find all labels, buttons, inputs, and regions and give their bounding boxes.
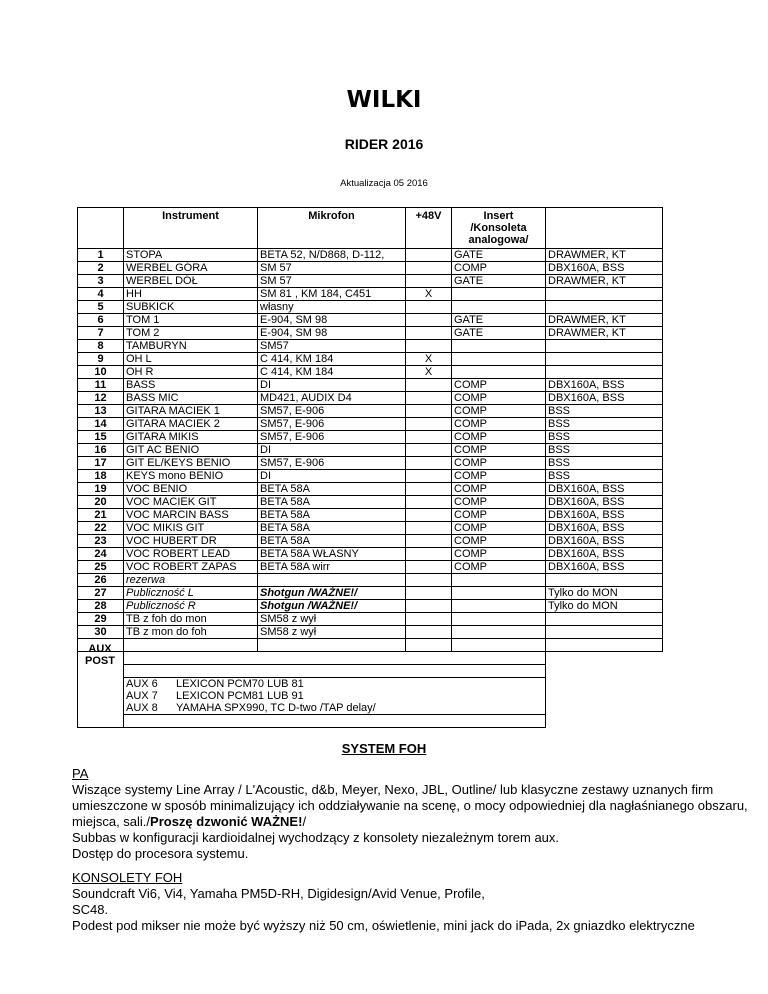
row-number: 24	[78, 548, 124, 561]
row-device	[546, 353, 663, 366]
row-microphone: E-904, SM 98	[258, 314, 406, 327]
table-row	[78, 561, 663, 574]
row-device: DBX160A, BSS	[546, 509, 663, 522]
row-instrument: OH R	[124, 366, 258, 379]
row-microphone: DI	[258, 379, 406, 392]
console-list: Soundcraft Vi6, Vi4, Yamaha PM5D-RH, Digidesign/Avid Venue, Profile,	[72, 886, 485, 901]
row-number: 5	[78, 301, 124, 314]
row-instrument: VOC HUBERT DR	[124, 535, 258, 548]
header-num	[78, 208, 124, 249]
row-instrument: BASS	[124, 379, 258, 392]
row-insert	[452, 288, 546, 301]
row-number: 1	[78, 249, 124, 262]
row-phantom: X	[406, 288, 452, 301]
row-number: 17	[78, 457, 124, 470]
table-row	[78, 392, 663, 405]
table-row	[78, 379, 663, 392]
table-row	[78, 353, 663, 366]
empty-cell	[124, 639, 258, 652]
row-device: DBX160A, BSS	[546, 392, 663, 405]
row-number: 18	[78, 470, 124, 483]
row-device: Tylko do MON	[546, 600, 663, 613]
aux-empty	[124, 665, 546, 678]
row-insert	[452, 366, 546, 379]
row-number: 29	[78, 613, 124, 626]
row-phantom	[406, 444, 452, 457]
row-instrument: OH L	[124, 353, 258, 366]
row-microphone: C 414, KM 184	[258, 353, 406, 366]
table-row	[78, 600, 663, 613]
row-number: 20	[78, 496, 124, 509]
row-device	[546, 366, 663, 379]
table-row	[78, 613, 663, 626]
row-microphone: własny	[258, 301, 406, 314]
document-title: WILKI	[346, 87, 422, 113]
aux-name: AUX 6	[126, 678, 158, 690]
row-instrument: Publiczność R	[124, 600, 258, 613]
aux-empty	[124, 652, 546, 665]
update-date: Aktualizacja 05 2016	[340, 178, 428, 189]
row-microphone: DI	[258, 470, 406, 483]
console-list-2: SC48.	[72, 902, 109, 917]
row-insert: COMP	[452, 405, 546, 418]
row-number: 13	[78, 405, 124, 418]
row-microphone: E-904, SM 98	[258, 327, 406, 340]
row-number: 4	[78, 288, 124, 301]
row-microphone: MD421, AUDIX D4	[258, 392, 406, 405]
row-insert	[452, 587, 546, 600]
row-device: DBX160A, BSS	[546, 379, 663, 392]
row-instrument: TB z mon do foh	[124, 626, 258, 639]
row-phantom	[406, 509, 452, 522]
row-insert: GATE	[452, 249, 546, 262]
row-phantom	[406, 275, 452, 288]
input-list-table	[77, 207, 663, 728]
row-microphone: SM57, E-906	[258, 457, 406, 470]
table-row	[78, 509, 663, 522]
row-insert: COMP	[452, 509, 546, 522]
row-instrument: SUBKICK	[124, 301, 258, 314]
table-row	[78, 301, 663, 314]
row-insert: COMP	[452, 262, 546, 275]
row-device: DBX160A, BSS	[546, 483, 663, 496]
row-insert: COMP	[452, 522, 546, 535]
aux-name: AUX 8	[126, 702, 158, 714]
row-device: DBX160A, BSS	[546, 496, 663, 509]
row-device: DRAWMER, KT	[546, 327, 663, 340]
row-insert	[452, 353, 546, 366]
row-insert	[452, 301, 546, 314]
row-device: BSS	[546, 470, 663, 483]
row-microphone: BETA 58A	[258, 483, 406, 496]
row-insert: COMP	[452, 457, 546, 470]
row-instrument: VOC BENIO	[124, 483, 258, 496]
empty-cell	[546, 639, 663, 652]
table-row	[78, 626, 663, 639]
row-phantom	[406, 314, 452, 327]
row-instrument: KEYS mono BENIO	[124, 470, 258, 483]
row-device	[546, 301, 663, 314]
table-row	[78, 574, 663, 587]
table-row	[78, 639, 663, 652]
row-instrument: Publiczność L	[124, 587, 258, 600]
row-microphone: SM58 z wył	[258, 613, 406, 626]
row-number: 6	[78, 314, 124, 327]
pa-text-end: /	[302, 814, 307, 829]
row-microphone: SM57, E-906	[258, 405, 406, 418]
row-phantom	[406, 574, 452, 587]
row-microphone: SM 81 , KM 184, C451	[258, 288, 406, 301]
row-insert: COMP	[452, 392, 546, 405]
row-number: 25	[78, 561, 124, 574]
row-microphone: BETA 58A WŁASNY	[258, 548, 406, 561]
row-phantom	[406, 613, 452, 626]
row-number: 10	[78, 366, 124, 379]
empty-cell	[452, 639, 546, 652]
row-insert: COMP	[452, 496, 546, 509]
console-section	[72, 870, 752, 934]
row-number: 28	[78, 600, 124, 613]
aux-device: LEXICON PCM70 LUB 81	[176, 678, 304, 690]
row-phantom	[406, 522, 452, 535]
row-phantom	[406, 561, 452, 574]
header-instrument: Instrument	[124, 208, 258, 249]
row-microphone: BETA 58A	[258, 535, 406, 548]
row-number: 26	[78, 574, 124, 587]
row-instrument: GITARA MIKIS	[124, 431, 258, 444]
row-phantom	[406, 535, 452, 548]
row-phantom: X	[406, 353, 452, 366]
aux-name: AUX 7	[126, 690, 158, 702]
row-number: 3	[78, 275, 124, 288]
row-microphone: SM 57	[258, 262, 406, 275]
row-instrument: GITARA MACIEK 2	[124, 418, 258, 431]
table-row	[78, 249, 663, 262]
row-phantom	[406, 301, 452, 314]
row-phantom	[406, 587, 452, 600]
pa-heading: PA	[72, 766, 89, 781]
table-row	[78, 548, 663, 561]
table-row	[78, 366, 663, 379]
row-device: DBX160A, BSS	[546, 561, 663, 574]
header-phantom: +48V	[406, 208, 452, 249]
row-phantom	[406, 379, 452, 392]
row-phantom	[406, 457, 452, 470]
row-device: BSS	[546, 418, 663, 431]
row-microphone: BETA 58A wirr	[258, 561, 406, 574]
table-row	[78, 418, 663, 431]
row-device: DBX160A, BSS	[546, 548, 663, 561]
empty-cell	[406, 639, 452, 652]
row-instrument: TAMBURYN	[124, 340, 258, 353]
row-number: 8	[78, 340, 124, 353]
row-insert	[452, 626, 546, 639]
row-phantom	[406, 483, 452, 496]
row-instrument: TOM 2	[124, 327, 258, 340]
table-row	[78, 522, 663, 535]
aux-empty	[124, 715, 546, 728]
row-microphone: C 414, KM 184	[258, 366, 406, 379]
row-microphone: SM58 z wył	[258, 626, 406, 639]
row-number: 2	[78, 262, 124, 275]
row-number: 21	[78, 509, 124, 522]
row-phantom	[406, 496, 452, 509]
pa-important: Proszę dzwonić WAŻNE!	[150, 814, 303, 829]
console-heading: KONSOLETY FOH	[72, 870, 183, 885]
row-instrument: WERBEL GÓRA	[124, 262, 258, 275]
row-device	[546, 288, 663, 301]
row-instrument: STOPA	[124, 249, 258, 262]
table-row	[78, 314, 663, 327]
aux-send	[124, 690, 546, 702]
table-row	[78, 470, 663, 483]
row-device: BSS	[546, 457, 663, 470]
empty-cell	[258, 639, 406, 652]
row-phantom	[406, 600, 452, 613]
aux-row	[78, 652, 663, 665]
row-insert: COMP	[452, 379, 546, 392]
row-phantom	[406, 249, 452, 262]
row-microphone: BETA 58A	[258, 509, 406, 522]
row-microphone: SM 57	[258, 275, 406, 288]
aux-send	[124, 678, 546, 691]
system-foh-title: SYSTEM FOH	[341, 741, 427, 756]
row-microphone	[258, 574, 406, 587]
row-microphone: BETA 58A	[258, 522, 406, 535]
aux-row	[78, 665, 663, 678]
table-row	[78, 405, 663, 418]
header-microphone: Mikrofon	[258, 208, 406, 249]
row-device	[546, 340, 663, 353]
pa-subbass: Subbas w konfiguracji kardioidalnej wychodzący z konsolety niezależnym torem aux.	[72, 830, 560, 845]
header-insert: Insert /Konsoleta analogowa/	[452, 208, 546, 249]
row-microphone: BETA 58A	[258, 496, 406, 509]
table-row	[78, 483, 663, 496]
row-insert: COMP	[452, 548, 546, 561]
row-device	[546, 626, 663, 639]
aux-row	[78, 690, 663, 702]
row-number: 11	[78, 379, 124, 392]
row-instrument: GIT AC BENIO	[124, 444, 258, 457]
row-instrument: HH	[124, 288, 258, 301]
row-insert: COMP	[452, 535, 546, 548]
row-insert	[452, 340, 546, 353]
table-row	[78, 535, 663, 548]
row-phantom	[406, 431, 452, 444]
row-insert: GATE	[452, 314, 546, 327]
row-number: 9	[78, 353, 124, 366]
row-device	[546, 613, 663, 626]
row-instrument: WERBEL DÓŁ	[124, 275, 258, 288]
header-device	[546, 208, 663, 249]
row-instrument: GITARA MACIEK 1	[124, 405, 258, 418]
row-phantom	[406, 392, 452, 405]
table-row	[78, 275, 663, 288]
row-insert: GATE	[452, 275, 546, 288]
row-number: 22	[78, 522, 124, 535]
row-device	[546, 574, 663, 587]
aux-send	[124, 702, 546, 715]
row-device: DBX160A, BSS	[546, 535, 663, 548]
row-device: DBX160A, BSS	[546, 522, 663, 535]
row-insert: GATE	[452, 327, 546, 340]
aux-row	[78, 702, 663, 715]
row-phantom	[406, 327, 452, 340]
row-instrument: GIT EL/KEYS BENIO	[124, 457, 258, 470]
row-phantom	[406, 418, 452, 431]
row-insert: COMP	[452, 561, 546, 574]
table-row	[78, 340, 663, 353]
row-phantom	[406, 470, 452, 483]
row-phantom	[406, 626, 452, 639]
rider-subtitle: RIDER 2016	[344, 136, 424, 152]
pa-paragraph	[72, 782, 752, 830]
row-phantom	[406, 262, 452, 275]
pa-section	[72, 766, 752, 862]
row-instrument: VOC MACIEK GIT	[124, 496, 258, 509]
row-number: 14	[78, 418, 124, 431]
row-number: 30	[78, 626, 124, 639]
table-row	[78, 587, 663, 600]
row-phantom	[406, 340, 452, 353]
aux-device: YAMAHA SPX990, TC D-two /TAP delay/	[176, 702, 376, 714]
row-device: DRAWMER, KT	[546, 249, 663, 262]
row-device: BSS	[546, 431, 663, 444]
row-device: DRAWMER, KT	[546, 314, 663, 327]
row-instrument: TB z foh do mon	[124, 613, 258, 626]
row-microphone: DI	[258, 444, 406, 457]
row-device: BSS	[546, 405, 663, 418]
row-instrument: VOC MARCIN BASS	[124, 509, 258, 522]
row-microphone: Shotgun /WAŻNE!/	[258, 587, 406, 600]
table-row	[78, 327, 663, 340]
row-instrument: BASS MIC	[124, 392, 258, 405]
row-instrument: TOM 1	[124, 314, 258, 327]
row-microphone: SM57, E-906	[258, 418, 406, 431]
row-insert: COMP	[452, 444, 546, 457]
row-number: 27	[78, 587, 124, 600]
row-device: DRAWMER, KT	[546, 275, 663, 288]
aux-post-label: AUX POST	[85, 643, 115, 667]
row-number: 16	[78, 444, 124, 457]
row-microphone: SM57	[258, 340, 406, 353]
row-device: DBX160A, BSS	[546, 262, 663, 275]
row-number: 7	[78, 327, 124, 340]
row-microphone: Shotgun /WAŻNE!/	[258, 600, 406, 613]
row-number: 19	[78, 483, 124, 496]
row-insert	[452, 613, 546, 626]
row-insert	[452, 600, 546, 613]
aux-row	[78, 678, 663, 691]
console-requirements: Podest pod mikser nie może być wyższy niż 50 cm, oświetlenie, mini jack do iPada, 2x gniazdko elektryczne	[72, 918, 695, 933]
row-phantom	[406, 548, 452, 561]
pa-processor: Dostęp do procesora systemu.	[72, 846, 249, 861]
table-row	[78, 496, 663, 509]
row-instrument: rezerwa	[124, 574, 258, 587]
aux-device: LEXICON PCM81 LUB 91	[176, 690, 304, 702]
row-phantom: X	[406, 366, 452, 379]
row-insert: COMP	[452, 418, 546, 431]
row-microphone: SM57, E-906	[258, 431, 406, 444]
table-row	[78, 431, 663, 444]
row-microphone: BETA 52, N/D868, D-112,	[258, 249, 406, 262]
row-phantom	[406, 405, 452, 418]
row-number: 15	[78, 431, 124, 444]
row-number: 23	[78, 535, 124, 548]
table-row	[78, 262, 663, 275]
row-insert: COMP	[452, 483, 546, 496]
row-device: BSS	[546, 444, 663, 457]
aux-row	[78, 715, 663, 728]
row-instrument: VOC ROBERT LEAD	[124, 548, 258, 561]
row-insert: COMP	[452, 431, 546, 444]
table-row	[78, 444, 663, 457]
table-row	[78, 288, 663, 301]
row-insert	[452, 574, 546, 587]
row-number: 12	[78, 392, 124, 405]
table-row	[78, 457, 663, 470]
row-instrument: VOC ROBERT ZAPAS	[124, 561, 258, 574]
row-instrument: VOC MIKIS GIT	[124, 522, 258, 535]
row-device: Tylko do MON	[546, 587, 663, 600]
row-insert: COMP	[452, 470, 546, 483]
pa-text: Wiszące systemy Line Array / L'Acoustic, d&b, Meyer, Nexo, JBL, Outline/ lub klasyczne zestawy uznanych firm umieszczone w sposób minimalizujący ich oddziaływanie na scenę, o mocy odpowiedniej dla nagłaśnianego obszaru, miejsca, sali./	[72, 782, 748, 829]
